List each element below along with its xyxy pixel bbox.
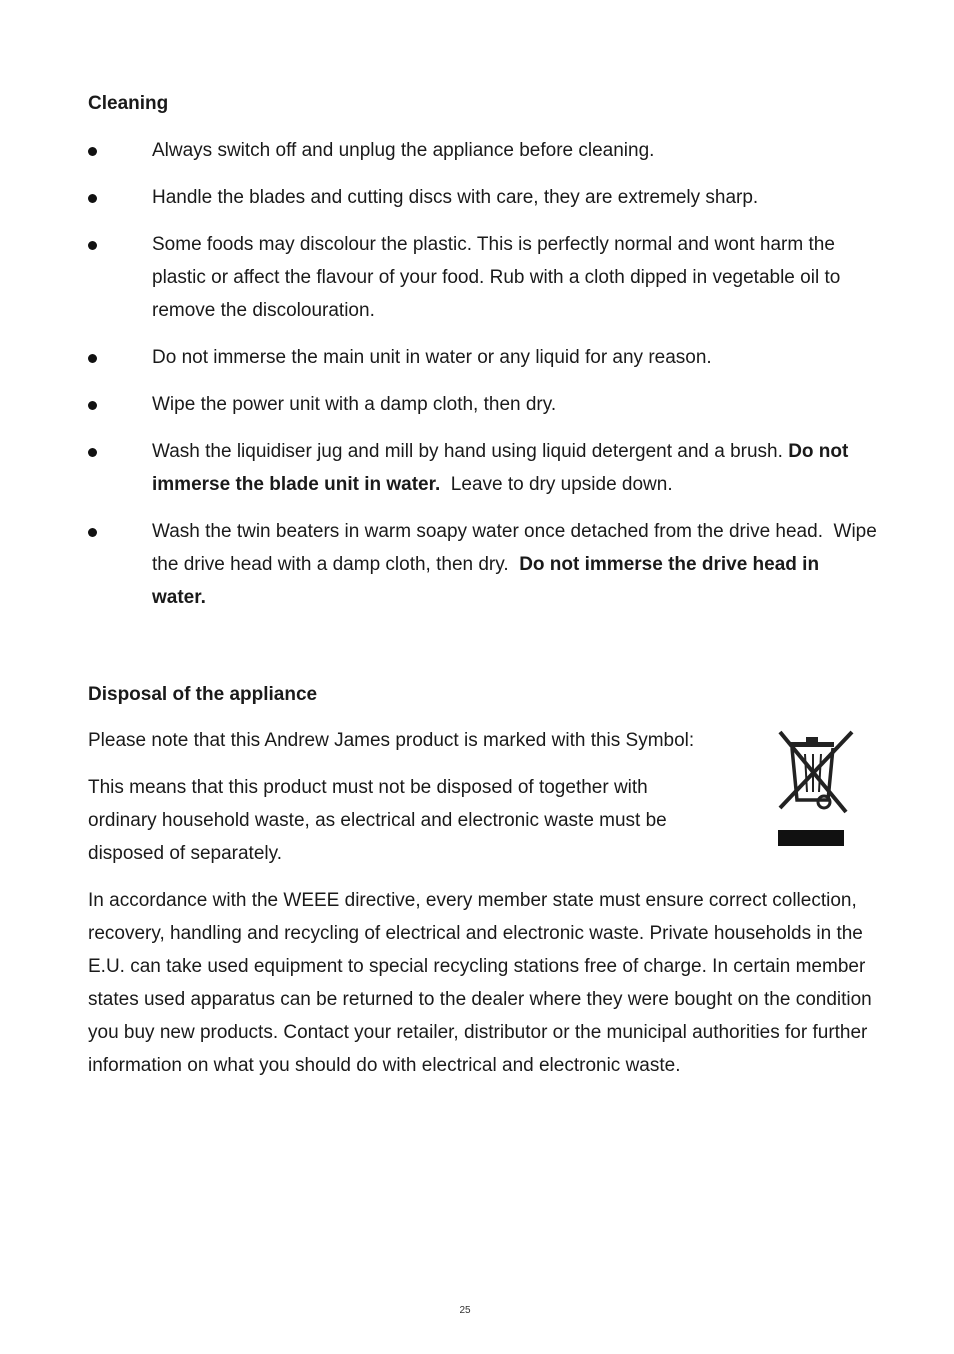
list-item-text: Wipe the power unit with a damp cloth, then dry.	[152, 394, 557, 415]
symbol-note: Please note that this Andrew James product is marked with this Symbol:	[88, 730, 695, 751]
list-item	[88, 228, 878, 327]
list-item-text: Do not immerse the main unit in water or any liquid for any reason.	[152, 347, 712, 368]
list-item-text: Wash the twin beaters in warm soapy water once detached from the drive head. Wipe the drive head with a damp cloth, then dry.	[152, 521, 883, 575]
disposal-explanation-line: ordinary household waste, as electrical and electronic waste must be	[88, 810, 667, 831]
list-item-text: Always switch off and unplug the appliance before cleaning.	[152, 140, 655, 161]
list-item	[88, 341, 878, 374]
list-item	[88, 515, 883, 614]
disposal-explanation	[88, 771, 768, 870]
bullet-icon	[88, 241, 97, 250]
disposal-heading: Disposal of the appliance	[88, 684, 318, 705]
bullet-icon	[88, 354, 97, 363]
cleaning-list	[88, 134, 883, 628]
list-item-text: Handle the blades and cutting discs with care, they are extremely sharp.	[152, 187, 759, 208]
cleaning-heading: Cleaning	[88, 93, 169, 114]
list-item-text: Some foods may discolour the plastic. This is perfectly normal and wont harm the plastic or affect the flavour of your food. Rub with a cloth dipped in vegetable oil to remove the discolouration.	[152, 234, 841, 321]
list-item-text-after: Leave to dry upside down.	[440, 474, 673, 495]
crossed-out-wheelie-bin-icon	[776, 730, 856, 850]
bullet-icon	[88, 528, 97, 537]
list-item	[88, 134, 878, 167]
list-item-warning: Do not immerse the blade unit in water.	[152, 441, 849, 495]
list-item	[88, 388, 878, 421]
bullet-icon	[88, 147, 97, 156]
list-item-warning: Do not immerse the drive head in water.	[152, 554, 820, 608]
disposal-explanation-line: disposed of separately.	[88, 843, 282, 864]
weee-directive-paragraph: In accordance with the WEEE directive, every member state must ensure correct collection, recovery, handling and recycling of electrical and electronic waste. Private households in the E.U. can take used equipment to special recycling stations free of charge. In certain member states used apparatus can be returned to the dealer where they were bought on the condition you buy new products. Contact your retailer, distributor or the municipal authorities for further information on what you should do with electrical and electronic waste.	[88, 890, 872, 1076]
list-item-text: Wash the liquidiser jug and mill by hand using liquid detergent and a brush.	[152, 441, 783, 462]
list-item	[88, 181, 878, 214]
list-item	[88, 435, 878, 501]
bullet-icon	[88, 401, 97, 410]
disposal-explanation-line: This means that this product must not be disposed of together with	[88, 777, 648, 798]
bullet-icon	[88, 194, 97, 203]
bullet-icon	[88, 448, 97, 457]
page-number: 25	[459, 1305, 471, 1316]
